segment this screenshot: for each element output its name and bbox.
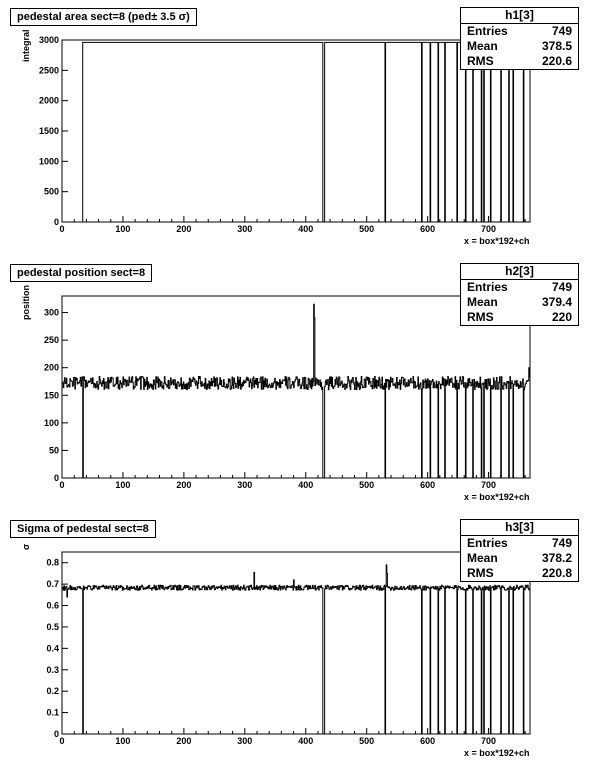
x-tick-label: 100 [115, 224, 131, 234]
y-tick-label: 500 [43, 186, 59, 197]
plot-title-1: pedestal area sect=8 (ped± 3.5 σ) [10, 8, 197, 26]
stats-rms-row [461, 310, 578, 325]
y-tick-label: 0.7 [46, 579, 59, 590]
stats-entries-row [461, 24, 578, 39]
stats-rms-value: 220 [551, 310, 572, 324]
histogram-series [62, 565, 530, 734]
histogram-pad-1 [0, 0, 596, 256]
stats-entries-row [461, 536, 578, 551]
stats-entries-label: Entries [467, 280, 508, 294]
stats-histogram-name: h2[3] [461, 264, 578, 280]
y-axis-label-2: position [21, 285, 31, 320]
x-tick-label: 600 [420, 480, 436, 490]
y-tick-label: 200 [43, 362, 59, 373]
stats-mean-row [461, 39, 578, 54]
y-tick-label: 150 [43, 390, 59, 401]
stats-mean-label: Mean [467, 295, 498, 309]
plot-title-2: pedestal position sect=8 [10, 264, 152, 282]
stats-mean-value: 379.4 [541, 295, 572, 309]
stats-mean-row [461, 551, 578, 566]
stats-histogram-name: h1[3] [461, 8, 578, 24]
x-tick-label: 300 [237, 736, 253, 746]
x-tick-label: 100 [115, 480, 131, 490]
x-tick-label: 200 [176, 736, 192, 746]
x-axis-label-1: x = box*192+ch [464, 236, 530, 246]
y-tick-label: 0 [53, 729, 59, 739]
y-tick-label: 0.6 [46, 600, 59, 611]
stats-mean-label: Mean [467, 39, 498, 53]
x-axis-label-3: x = box*192+ch [464, 748, 530, 758]
x-tick-label: 0 [59, 480, 65, 490]
y-tick-label: 0 [53, 217, 59, 227]
stats-box-3 [460, 519, 579, 582]
stats-box-2 [460, 263, 579, 326]
y-tick-label: 0.4 [46, 643, 59, 654]
x-tick-label: 200 [176, 224, 192, 234]
y-tick-label: 100 [43, 417, 59, 428]
y-tick-label: 1000 [38, 156, 59, 167]
stats-rms-row [461, 54, 578, 69]
x-tick-label: 700 [481, 736, 497, 746]
stats-rms-value: 220.8 [541, 566, 572, 580]
y-axis-label-1: integral [21, 29, 31, 62]
x-tick-label: 700 [481, 480, 497, 490]
x-tick-label: 700 [481, 224, 497, 234]
x-tick-label: 400 [298, 736, 314, 746]
x-tick-label: 0 [59, 224, 65, 234]
y-tick-label: 2000 [38, 95, 59, 106]
x-tick-label: 300 [237, 224, 253, 234]
y-tick-label: 0 [53, 473, 59, 483]
x-tick-label: 500 [359, 224, 375, 234]
x-tick-label: 600 [420, 224, 436, 234]
x-tick-label: 400 [298, 480, 314, 490]
stats-rms-label: RMS [467, 54, 494, 68]
x-tick-label: 0 [59, 736, 65, 746]
histogram-pad-2 [0, 256, 596, 512]
stats-entries-value: 749 [551, 536, 572, 550]
x-tick-label: 100 [115, 736, 131, 746]
stats-mean-row [461, 295, 578, 310]
stats-mean-value: 378.2 [541, 551, 572, 565]
stats-entries-label: Entries [467, 24, 508, 38]
stats-histogram-name: h3[3] [461, 520, 578, 536]
y-tick-label: 250 [43, 335, 59, 346]
y-tick-label: 0.5 [46, 621, 59, 632]
stats-entries-value: 749 [551, 24, 572, 38]
stats-entries-value: 749 [551, 280, 572, 294]
stats-rms-value: 220.6 [541, 54, 572, 68]
stats-mean-label: Mean [467, 551, 498, 565]
stats-entries-row [461, 280, 578, 295]
y-tick-label: 1500 [38, 126, 59, 136]
plot-title-3: Sigma of pedestal sect=8 [10, 520, 156, 538]
stats-rms-label: RMS [467, 310, 494, 324]
x-tick-label: 400 [298, 224, 314, 234]
x-tick-label: 600 [420, 736, 436, 746]
y-tick-label: 300 [43, 307, 59, 318]
x-tick-label: 500 [359, 736, 375, 746]
stats-rms-row [461, 566, 578, 581]
x-tick-label: 200 [176, 480, 192, 490]
stats-rms-label: RMS [467, 566, 494, 580]
y-tick-label: 50 [48, 445, 59, 456]
histogram-series [62, 304, 530, 478]
stats-box-1 [460, 7, 579, 70]
y-tick-label: 0.1 [46, 707, 59, 718]
y-tick-label: 0.3 [46, 664, 59, 675]
x-axis-label-2: x = box*192+ch [464, 492, 530, 502]
x-tick-label: 300 [237, 480, 253, 490]
y-tick-label: 3000 [38, 35, 59, 45]
y-axis-label-3: σ [21, 543, 31, 550]
y-tick-label: 0.8 [46, 557, 59, 568]
x-tick-label: 500 [359, 480, 375, 490]
y-tick-label: 0.2 [46, 686, 59, 697]
stats-mean-value: 378.5 [541, 39, 572, 53]
stats-entries-label: Entries [467, 536, 508, 550]
y-tick-label: 2500 [38, 65, 59, 76]
histogram-pad-3 [0, 512, 596, 768]
